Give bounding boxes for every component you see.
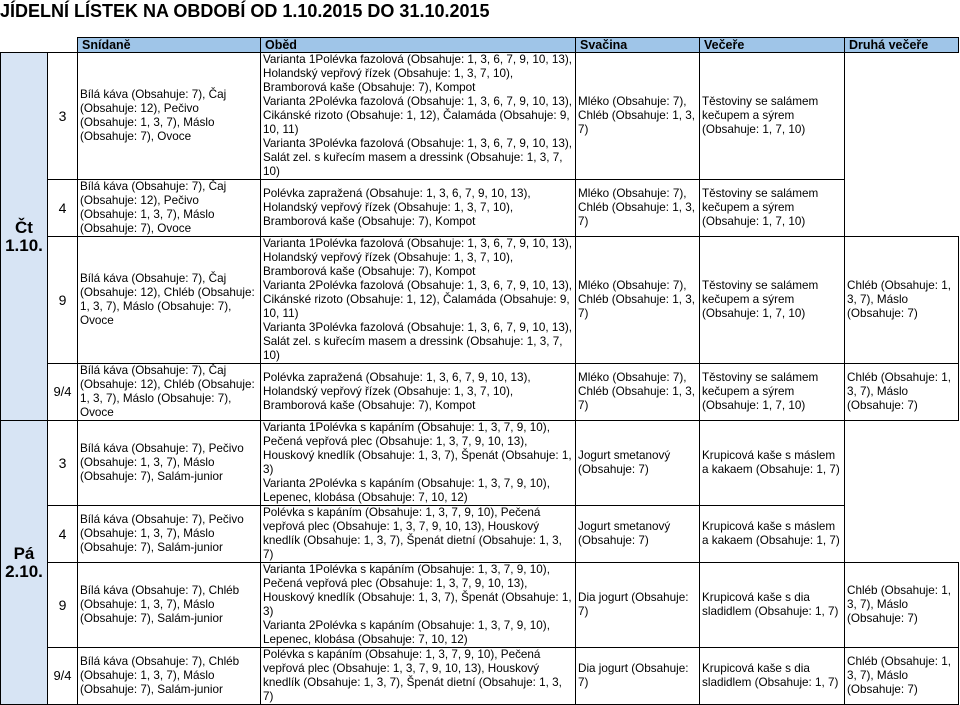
snack-cell: Dia jogurt (Obsahuje: 7) — [576, 563, 700, 648]
week-number: 3 — [48, 421, 78, 506]
dinner-cell: Těstoviny se salámem kečupem a sýrem (Obsahuje: 1, 7, 10) — [700, 237, 845, 364]
menu-row — [1, 421, 959, 506]
week-number: 9/4 — [48, 648, 78, 705]
snack-cell: Mléko (Obsahuje: 7), Chléb (Obsahuje: 1, 3, 7) — [576, 53, 700, 180]
week-number: 9/4 — [48, 364, 78, 421]
breakfast-cell: Bílá káva (Obsahuje: 7), Čaj (Obsahuje: 12), Pečivo (Obsahuje: 1, 3, 7), Máslo (Obsahuje: 7), Ovoce — [78, 180, 261, 237]
menu-table — [0, 37, 959, 705]
dinner-cell: Těstoviny se salámem kečupem a sýrem (Obsahuje: 1, 7, 10) — [700, 180, 845, 237]
breakfast-cell: Bílá káva (Obsahuje: 7), Pečivo (Obsahuje: 1, 3, 7), Máslo (Obsahuje: 7), Salám-junior — [78, 421, 261, 506]
lunch-variant: Varianta 1Polévka s kapáním (Obsahuje: 1, 3, 7, 9, 10), Pečená vepřová plec (Obsahuje: 1, 3, 7, 9, 10, 13), Houskový knedlík (Obsahuje: 1, 3, 7), Špenát (Obsahuje: 1, 3) — [263, 563, 572, 618]
dinner-cell: Těstoviny se salámem kečupem a sýrem (Obsahuje: 1, 7, 10) — [700, 53, 845, 180]
lunch-variant: Varianta 1Polévka fazolová (Obsahuje: 1, 3, 6, 7, 9, 10, 13), Holandský vepřový řízek (Obsahuje: 1, 3, 7, 10), Bramborová kaše (Obsahuje: 7), Kompot — [263, 53, 573, 94]
lunch-variant: Varianta 1Polévka s kapáním (Obsahuje: 1, 3, 7, 9, 10), Pečená vepřová plec (Obsahuje: 1, 3, 7, 9, 10, 13), Houskový knedlík (Obsahuje: 1, 3, 7), Špenát (Obsahuje: 1, 3) — [263, 421, 572, 476]
breakfast-cell: Bílá káva (Obsahuje: 7), Chléb (Obsahuje: 1, 3, 7), Máslo (Obsahuje: 7), Salám-junior — [78, 648, 261, 705]
second-dinner-cell — [845, 421, 959, 506]
dinner-cell: Krupicová kaše s máslem a kakaem (Obsahuje: 1, 7) — [700, 421, 845, 506]
menu-row — [1, 53, 959, 180]
snack-cell: Mléko (Obsahuje: 7), Chléb (Obsahuje: 1, 3, 7) — [576, 364, 700, 421]
lunch-cell — [261, 237, 576, 364]
snack-cell: Mléko (Obsahuje: 7), Chléb (Obsahuje: 1, 3, 7) — [576, 180, 700, 237]
lunch-cell — [261, 180, 576, 237]
lunch-variant: Varianta 3Polévka fazolová (Obsahuje: 1, 3, 6, 7, 9, 10, 13), Salát zel. s kuřecím masem a dressink (Obsahuje: 1, 3, 7, 10) — [263, 137, 573, 178]
lunch-variant: Varianta 2Polévka fazolová (Obsahuje: 1, 3, 6, 7, 9, 10, 13), Cikánské rizoto (Obsahuje: 1, 12), Čalamáda (Obsahuje: 9, 10, 11) — [263, 95, 573, 136]
breakfast-cell: Bílá káva (Obsahuje: 7), Čaj (Obsahuje: 12), Pečivo (Obsahuje: 1, 3, 7), Máslo (Obsahuje: 7), Ovoce — [78, 53, 261, 180]
menu-row — [1, 563, 959, 648]
lunch-cell — [261, 506, 576, 563]
week-number: 4 — [48, 180, 78, 237]
menu-row — [1, 364, 959, 421]
menu-row — [1, 180, 959, 237]
lunch-cell — [261, 648, 576, 705]
snack-cell: Dia jogurt (Obsahuje: 7) — [576, 648, 700, 705]
dinner-cell: Krupicová kaše s dia sladidlem (Obsahuje: 1, 7) — [700, 648, 845, 705]
lunch-cell — [261, 53, 576, 180]
week-number: 9 — [48, 563, 78, 648]
lunch-variant: Polévka zapražená (Obsahuje: 1, 3, 6, 7, 9, 10, 13), Holandský vepřový řízek (Obsahuje: 1, 3, 7, 10), Bramborová kaše (Obsahuje: 7), Kompot — [263, 371, 531, 412]
lunch-variant: Polévka s kapáním (Obsahuje: 1, 3, 7, 9, 10), Pečená vepřová plec (Obsahuje: 1, 3, 7, 9, 10, 13), Houskový knedlík (Obsahuje: 1, 3, 7), Špenát dietní (Obsahuje: 1, 3, 7) — [263, 506, 562, 561]
lunch-variant: Varianta 1Polévka fazolová (Obsahuje: 1, 3, 6, 7, 9, 10, 13), Holandský vepřový řízek (Obsahuje: 1, 3, 7, 10), Bramborová kaše (Obsahuje: 7), Kompot — [263, 237, 573, 278]
day-name: Pá — [13, 543, 35, 563]
header-spacer — [1, 38, 48, 53]
header-spacer — [48, 38, 78, 53]
lunch-cell — [261, 421, 576, 506]
second-dinner-cell: Chléb (Obsahuje: 1, 3, 7), Máslo (Obsahuje: 7) — [845, 563, 959, 648]
day-name: Čt — [15, 217, 33, 237]
breakfast-cell: Bílá káva (Obsahuje: 7), Pečivo (Obsahuje: 1, 3, 7), Máslo (Obsahuje: 7), Salám-junior — [78, 506, 261, 563]
lunch-cell — [261, 563, 576, 648]
page-title: JÍDELNÍ LÍSTEK NA OBDOBÍ OD 1.10.2015 DO 31.10.2015 — [0, 1, 490, 21]
breakfast-cell: Bílá káva (Obsahuje: 7), Čaj (Obsahuje: 12), Chléb (Obsahuje: 1, 3, 7), Máslo (Obsahuje: 7), Ovoce — [78, 364, 261, 421]
snack-cell: Jogurt smetanový (Obsahuje: 7) — [576, 506, 700, 563]
snack-cell: Mléko (Obsahuje: 7), Chléb (Obsahuje: 1, 3, 7) — [576, 237, 700, 364]
header-lunch: Oběd — [261, 38, 576, 53]
lunch-cell — [261, 364, 576, 421]
header-second-dinner: Druhá večeře — [845, 38, 959, 53]
lunch-variant: Varianta 3Polévka fazolová (Obsahuje: 1, 3, 6, 7, 9, 10, 13), Salát zel. s kuřecím masem a dressink (Obsahuje: 1, 3, 7, 10) — [263, 321, 573, 362]
header-row — [1, 38, 959, 53]
day-cell — [1, 53, 48, 421]
breakfast-cell: Bílá káva (Obsahuje: 7), Čaj (Obsahuje: 12), Chléb (Obsahuje: 1, 3, 7), Máslo (Obsahuje: 7), Ovoce — [78, 237, 261, 364]
second-dinner-cell — [845, 180, 959, 237]
second-dinner-cell: Chléb (Obsahuje: 1, 3, 7), Máslo (Obsahuje: 7) — [845, 237, 959, 364]
week-number: 3 — [48, 53, 78, 180]
second-dinner-cell — [845, 53, 959, 180]
dinner-cell: Krupicová kaše s máslem a kakaem (Obsahuje: 1, 7) — [700, 506, 845, 563]
lunch-variant: Polévka zapražená (Obsahuje: 1, 3, 6, 7, 9, 10, 13), Holandský vepřový řízek (Obsahuje: 1, 3, 7, 10), Bramborová kaše (Obsahuje: 7), Kompot — [263, 187, 531, 228]
second-dinner-cell — [845, 506, 959, 563]
day-date: 2.10. — [5, 561, 43, 581]
header-breakfast: Snídaně — [78, 38, 261, 53]
week-number: 9 — [48, 237, 78, 364]
day-cell — [1, 421, 48, 705]
menu-row — [1, 237, 959, 364]
dinner-cell: Těstoviny se salámem kečupem a sýrem (Obsahuje: 1, 7, 10) — [700, 364, 845, 421]
lunch-variant: Varianta 2Polévka fazolová (Obsahuje: 1, 3, 6, 7, 9, 10, 13), Cikánské rizoto (Obsahuje: 1, 12), Čalamáda (Obsahuje: 9, 10, 11) — [263, 279, 573, 320]
header-dinner: Večeře — [700, 38, 845, 53]
lunch-variant: Polévka s kapáním (Obsahuje: 1, 3, 7, 9, 10), Pečená vepřová plec (Obsahuje: 1, 3, 7, 9, 10, 13), Houskový knedlík (Obsahuje: 1, 3, 7), Špenát dietní (Obsahuje: 1, 3, 7) — [263, 648, 562, 703]
dinner-cell: Krupicová kaše s dia sladidlem (Obsahuje: 1, 7) — [700, 563, 845, 648]
menu-row — [1, 506, 959, 563]
menu-row — [1, 648, 959, 705]
breakfast-cell: Bílá káva (Obsahuje: 7), Chléb (Obsahuje: 1, 3, 7), Máslo (Obsahuje: 7), Salám-junior — [78, 563, 261, 648]
snack-cell: Jogurt smetanový (Obsahuje: 7) — [576, 421, 700, 506]
day-date: 1.10. — [5, 235, 43, 255]
second-dinner-cell: Chléb (Obsahuje: 1, 3, 7), Máslo (Obsahuje: 7) — [845, 648, 959, 705]
lunch-variant: Varianta 2Polévka s kapáním (Obsahuje: 1, 3, 7, 9, 10), Lepenec, klobása (Obsahuje: 7, 10, 12) — [263, 619, 550, 646]
lunch-variant: Varianta 2Polévka s kapáním (Obsahuje: 1, 3, 7, 9, 10), Lepenec, klobása (Obsahuje: 7, 10, 12) — [263, 477, 550, 504]
week-number: 4 — [48, 506, 78, 563]
second-dinner-cell: Chléb (Obsahuje: 1, 3, 7), Máslo (Obsahuje: 7) — [845, 364, 959, 421]
header-snack: Svačina — [576, 38, 700, 53]
